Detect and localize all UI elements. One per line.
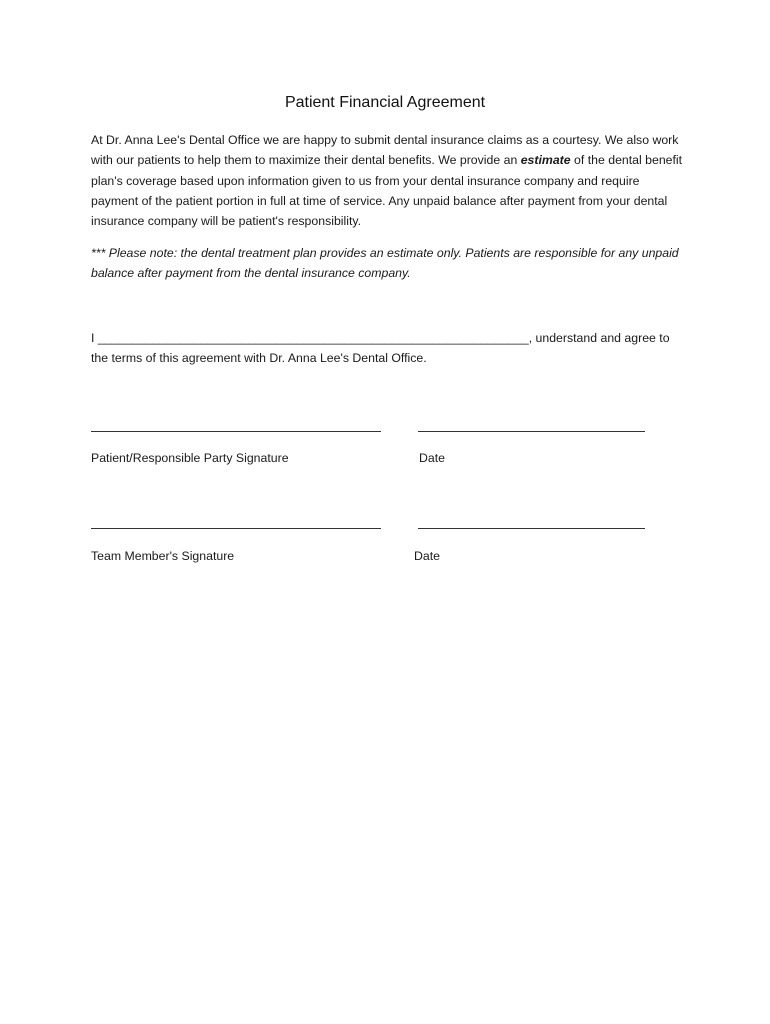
patient-signature-line[interactable] — [91, 431, 381, 432]
document-title: Patient Financial Agreement — [284, 94, 486, 111]
agreement-prefix: I — [91, 331, 98, 345]
patient-date-line[interactable] — [418, 431, 645, 432]
team-signature-label: Team Member's Signature — [91, 549, 235, 563]
patient-date-label: Date — [419, 451, 445, 465]
intro-paragraph — [91, 130, 683, 231]
agreement-statement — [91, 328, 683, 369]
intro-text-end: of the dental benefit plan's coverage based upon information given to us from your dental insurance company and require payment of the patient portion in full at time of service. Any unpaid balance after payment from your dental insurance company will be patient's responsibility. — [91, 153, 683, 229]
intro-emphasis: estimate — [520, 153, 571, 168]
intro-text-start: At Dr. Anna Lee's Dental Office we are happy to submit dental insurance claims as a courtesy. We also work with our patients to help them to maximize their dental benefits. We provide an — [91, 133, 679, 168]
agreement-name-blank[interactable]: _______________________________________________________________ — [97, 331, 529, 345]
team-date-label: Date — [414, 549, 440, 563]
estimate-note: *** Please note: the dental treatment plan provides an estimate only. Patients are responsible for any unpaid balance after payment from the dental insurance company. — [91, 246, 679, 281]
team-signature-line[interactable] — [91, 528, 381, 529]
agreement-suffix: , understand and agree to the terms of this agreement with Dr. Anna Lee's Dental Office. — [91, 331, 670, 366]
patient-signature-label: Patient/Responsible Party Signature — [91, 451, 289, 465]
team-date-line[interactable] — [418, 528, 645, 529]
